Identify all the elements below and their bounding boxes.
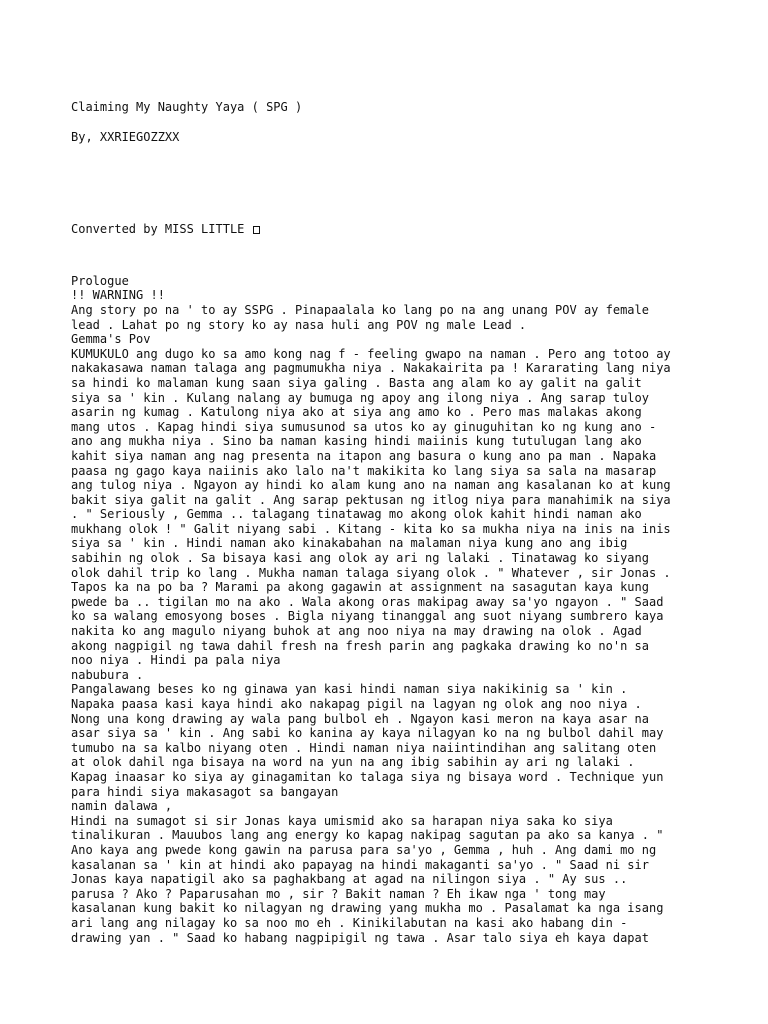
body-text-line: Kapag inaasar ko siya ay ginagamitan ko talaga siya ng bisaya word . Technique yun — [71, 769, 664, 784]
body-text-line: akong nagpigil ng tawa dahil fresh na fresh parin ang pagkaka drawing ko no'n sa — [71, 638, 649, 653]
body-text-line: siya sa ' kin . Hindi naman ako kinakabahan na malaman niya kung ano ang ibig — [71, 536, 628, 551]
body-text-line: ano ang mukha niya . Sino ba naman kasing hindi maiinis kung tutulugan lang ako — [71, 434, 642, 449]
body-text-line: at olok dahil nga bisaya na word na yun na ang ibig sabihin ay ari ng lalaki . — [71, 755, 635, 770]
body-text-line: paasa ng gago kaya naiinis ako lalo na't makikita ko lang siya sa sala na masarap — [71, 463, 657, 478]
box-icon — [253, 226, 260, 234]
body-text-line: Napaka paasa kasi kaya hindi ako nakapag pigil na lagyan ng olok ang noo niya . — [71, 697, 642, 711]
body-text-line: Gemma's Pov — [71, 332, 151, 347]
body-text-line: tinalikuran . Mauubos lang ang energy ko kapag nakipag sagutan pa ako sa kanya . " — [71, 828, 664, 843]
document-page — [71, 100, 711, 945]
body-text-line: KUMUKULO ang dugo ko sa amo kong nag f - feeling gwapo na naman . Pero ang totoo ay — [71, 346, 671, 361]
body-text-line: tumubo na sa kalbo niyang oten . Hindi naman niya naiintindihan ang salitang oten — [71, 740, 657, 755]
body-text-line: drawing yan . " Saad ko habang nagpipigil ng tawa . Asar talo siya eh kaya dapat — [71, 930, 649, 945]
body-text-line: ang tulog niya . Ngayon ay hindi ko alam kung ano na naman ang kasalanan ko at kung — [71, 478, 671, 493]
body-text-line: bakit siya galit na galit . Ang sarap pektusan ng itlog niya para manahimik na siya — [71, 492, 671, 507]
body-text-line: olok dahil trip ko lang . Mukha naman talaga siyang olok . " Whatever , sir Jonas . — [71, 565, 671, 580]
body-text-line: Pangalawang beses ko ng ginawa yan kasi hindi naman siya nakikinig sa ' kin . — [71, 682, 628, 697]
body-text-line: para hindi siya makasagot sa bangayan — [71, 784, 339, 799]
author-line: By, XXRIEGOZZXX — [71, 129, 180, 144]
body-text-line: Hindi na sumagot si sir Jonas kaya umismid ako sa harapan niya saka ko siya — [71, 813, 613, 828]
body-text-line: sabihin ng olok . Sa bisaya kasi ang olok ay ari ng lalaki . Tinatawag ko siyang — [71, 551, 649, 566]
body-text-line: nabubura . — [71, 667, 144, 682]
body-text-line: Ano kaya ang pwede kong gawin na parusa para sa'yo , Gemma , huh . Ang dami mo ng — [71, 842, 657, 857]
section-heading: Prologue — [71, 273, 129, 288]
body-text-line: nakita ko ang magulo niyang buhok at ang noo niya na may drawing na olok . Agad — [71, 624, 642, 639]
body-text-line: kasalanan kung bakit ko nilagyan ng drawing yang mukha mo . Pasalamat ka nga isang — [71, 901, 664, 916]
body-text-line: Ang story po na ' to ay SSPG . Pinapaalala ko lang po na ang unang POV ay female — [71, 302, 649, 317]
body-text-line: Jonas kaya napatigil ako sa paghakbang at agad na nilingon siya . " Ay sus .. — [71, 872, 628, 887]
body-text-line: sa hindi ko malaman kung saan siya galing . Basta ang alam ko ay galit na galit — [71, 375, 642, 390]
prologue-body — [71, 274, 711, 945]
body-text-line: siya sa ' kin . Kulang nalang ay bumuga ng apoy ang ilong niya . Ang sarap tuloy — [71, 390, 649, 405]
body-text-line: ko sa walang emosyong boses . Bigla niyang tinanggal ang suot niyang sumbrero kaya — [71, 609, 664, 624]
body-text-line: . " Seriously , Gemma .. talagang tinatawag mo akong olok kahit hindi naman ako — [71, 507, 642, 522]
body-text-line: nakakasawa naman talaga ang pagmumukha niya . Nakakairita pa ! Kararating lang niya — [71, 361, 671, 376]
body-text-line: asar siya sa ' kin . Ang sabi ko kanina ay kaya nilagyan ko na ng bulbol dahil may — [71, 726, 664, 741]
body-text-line: mang utos . Kapag hindi siya sumusunod sa utos ko ay ginuguhitan ko ng kung ano - — [71, 419, 657, 434]
body-text-line: ari lang ang nilagay ko sa noo mo eh . Kinikilabutan na kasi ako habang din - — [71, 915, 628, 930]
body-text-line: asarin ng kumag . Katulong niya ako at siya ang amo ko . Pero mas malakas akong — [71, 405, 642, 420]
body-text-line: !! WARNING !! — [71, 288, 165, 303]
body-text-line: Nong una kong drawing ay wala pang bulbol eh . Ngayon kasi meron na kaya asar na — [71, 711, 649, 726]
body-text-line: lead . Lahat po ng story ko ay nasa huli ang POV ng male Lead . — [71, 317, 527, 332]
body-text-line: parusa ? Ako ? Paparusahan mo , sir ? Bakit naman ? Eh ikaw nga ' tong may — [71, 886, 606, 901]
body-text-line: namin dalawa , — [71, 799, 173, 814]
body-text-line: noo niya . Hindi pa pala niya — [71, 653, 281, 668]
body-text-line: pwede ba .. tigilan mo na ako . Wala akong oras makipag away sa'yo ngayon . " Saad — [71, 594, 664, 609]
body-text-line: kahit siya naman ang nag presenta na itapon ang basura o kung ano pa man . Napaka — [71, 448, 657, 463]
converted-by-line — [71, 222, 711, 237]
converted-by-text: Converted by MISS LITTLE — [71, 222, 245, 237]
body-text-line: kasalanan sa ' kin at hindi ako papayag na hindi makaganti sa'yo . " Saad ni sir — [71, 857, 649, 872]
document-title: Claiming My Naughty Yaya ( SPG ) — [71, 100, 303, 114]
body-text-line: Tapos ka na po ba ? Marami pa akong gagawin at assignment na sasagutan kaya kung — [71, 580, 649, 595]
body-text-line: mukhang olok ! " Galit niyang sabi . Kitang - kita ko sa mukha niya na inis na inis — [71, 521, 671, 536]
